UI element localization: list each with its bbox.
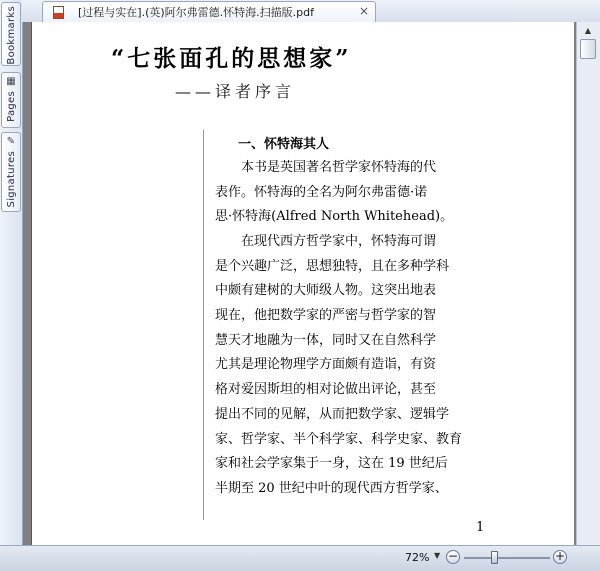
text-line: 在现代西方哲学家中，怀特海可谓 [215, 234, 437, 249]
text-line: 表作。怀特海的全名为阿尔弗雷德·诺 [215, 184, 428, 200]
zoom-slider-track[interactable] [464, 557, 550, 559]
book-title: “七张面孔的思想家” [111, 45, 352, 72]
section-heading: 一、怀特海其人 [238, 137, 330, 152]
close-tab-icon[interactable]: × [358, 4, 369, 18]
text-line: 思·怀特海(Alfred North Whitehead)。 [215, 209, 454, 225]
bookmarks-tab-label: Bookmarks [5, 6, 17, 65]
pages-tab[interactable] [1, 72, 21, 128]
zoom-level-value[interactable]: 72% [405, 551, 430, 564]
zoom-slider-thumb[interactable] [491, 551, 498, 564]
document-tab[interactable] [42, 1, 376, 22]
margin-line [203, 130, 204, 520]
zoom-in-button[interactable]: + [554, 549, 566, 563]
document-tab-strip [22, 0, 600, 23]
text-line: 家、哲学家、半个科学家、科学史家、教育 [215, 431, 463, 447]
text-line: 是个兴趣广泛，思想独特，且在多种学科 [215, 258, 450, 274]
document-viewport[interactable] [23, 22, 576, 545]
document-tab-title: [过程与实在].(英)阿尔弗雷德.怀特海.扫描版.pdf [78, 6, 314, 19]
side-panel [0, 0, 23, 545]
preface-subtitle: ——译者序言 [175, 82, 296, 101]
paragraph-1 [215, 156, 515, 230]
page-number: 1 [476, 520, 485, 535]
paragraph-2 [215, 230, 515, 502]
scroll-up-arrow-icon[interactable]: ▲ [584, 26, 592, 35]
pdf-file-icon [53, 6, 64, 19]
scroll-thumb[interactable] [580, 39, 596, 59]
pdf-page [31, 22, 574, 545]
zoom-dropdown-icon[interactable]: ▼ [434, 551, 441, 560]
text-line: 提出不同的见解，从而把数学家、逻辑学 [215, 406, 450, 422]
text-line: 家和社会学家集于一身，这在 19 世纪后 [215, 456, 448, 472]
text-line: 尤其是理论物理学方面颇有造诣，有资 [215, 357, 437, 373]
text-line: 半期至 20 世纪中叶的现代西方哲学家、 [215, 480, 448, 496]
signatures-tab-label: Signatures [5, 151, 17, 208]
signatures-tab[interactable] [1, 132, 21, 212]
zoom-out-button[interactable]: − [447, 549, 459, 563]
vertical-scrollbar[interactable] [576, 22, 600, 545]
text-line: 本书是英国著名哲学家怀特海的代 [215, 160, 437, 175]
text-line: 慧天才地融为一体，同时又在自然科学 [215, 332, 437, 348]
text-line: 中颇有建树的大师级人物。这突出地表 [215, 283, 437, 299]
text-line: 现在，他把数学家的严密与哲学家的智 [215, 308, 437, 324]
pen-icon: ✎ [6, 136, 16, 147]
text-line: 格对爱因斯坦的相对论做出评论，甚至 [215, 382, 437, 398]
bookmarks-tab[interactable] [1, 2, 21, 66]
status-bar [0, 545, 600, 571]
pages-icon: ▦ [6, 76, 16, 87]
pages-tab-label: Pages [5, 91, 17, 122]
